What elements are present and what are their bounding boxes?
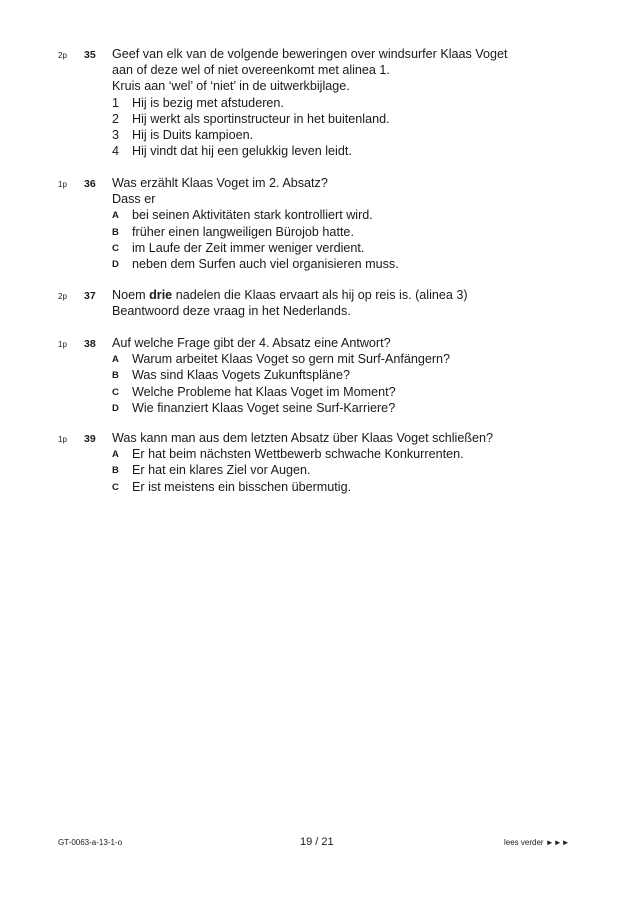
answer-option-c: C Er ist meistens ein bisschen übermutig. <box>112 479 352 494</box>
answer-option-b: B früher einen langweiligen Bürojob hatte. <box>112 224 354 239</box>
question-number: 37 <box>84 290 96 302</box>
question-stem: Kruis aan ‘wel’ of ‘niet’ in de uitwerkbijlage. <box>112 79 350 94</box>
statement-item: 3 Hij is Duits kampioen. <box>112 128 254 143</box>
emphasis-text: drie <box>149 288 173 302</box>
question-number: 36 <box>84 178 96 190</box>
statement-item: 2 Hij werkt als sportinstructeur in het buitenland. <box>112 111 390 126</box>
question-points: 1p <box>58 180 67 189</box>
answer-option-b: B Was sind Klaas Vogets Zukunftspläne? <box>112 368 350 383</box>
question-number: 39 <box>84 433 96 445</box>
question-stem: Noem drie nadelen die Klaas ervaart als hij op reis is. (alinea 3) <box>112 288 468 302</box>
question-points: 2p <box>58 292 67 301</box>
answer-option-a: A bei seinen Aktivitäten stark kontrolliert wird. <box>112 208 373 223</box>
question-stem: aan of deze wel of niet overeenkomt met alinea 1. <box>112 63 390 78</box>
answer-option-c: C im Laufe der Zeit immer weniger verdient. <box>112 240 365 255</box>
question-points: 2p <box>58 51 67 60</box>
answer-option-a: A Warum arbeitet Klaas Voget so gern mit Surf-Anfängern? <box>112 352 451 367</box>
exam-code: GT-0063-a-13-1-o <box>58 838 123 847</box>
answer-option-b: B Er hat ein klares Ziel vor Augen. <box>112 463 311 478</box>
answer-option-a: A Er hat beim nächsten Wettbewerb schwache Konkurrenten. <box>112 447 464 462</box>
question-stem: Was erzählt Klaas Voget im 2. Absatz? <box>112 176 328 190</box>
question-stem: Auf welche Frage gibt der 4. Absatz eine Antwort? <box>112 336 391 350</box>
question-stem: Geef van elk van de volgende beweringen over windsurfer Klaas Voget <box>112 47 508 61</box>
answer-option-c: C Welche Probleme hat Klaas Voget im Moment? <box>112 384 396 399</box>
question-stem: Was kann man aus dem letzten Absatz über Klaas Voget schließen? <box>112 431 494 445</box>
question-points: 1p <box>58 340 67 349</box>
question-points: 1p <box>58 435 67 444</box>
statement-item: 4 Hij vindt dat hij een gelukkig leven leidt. <box>112 144 352 159</box>
question-number: 38 <box>84 338 96 350</box>
page-number: 19 / 21 <box>300 836 334 848</box>
question-stem: Dass er <box>112 192 156 207</box>
continue-indicator: lees verder ►►► <box>504 838 570 847</box>
question-stem: Beantwoord deze vraag in het Nederlands. <box>112 304 351 319</box>
question-number: 35 <box>84 49 96 61</box>
answer-option-d: D neben dem Surfen auch viel organisieren muss. <box>112 257 399 272</box>
statement-item: 1 Hij is bezig met afstuderen. <box>112 95 284 110</box>
answer-option-d: D Wie finanziert Klaas Voget seine Surf-Karriere? <box>112 400 396 415</box>
